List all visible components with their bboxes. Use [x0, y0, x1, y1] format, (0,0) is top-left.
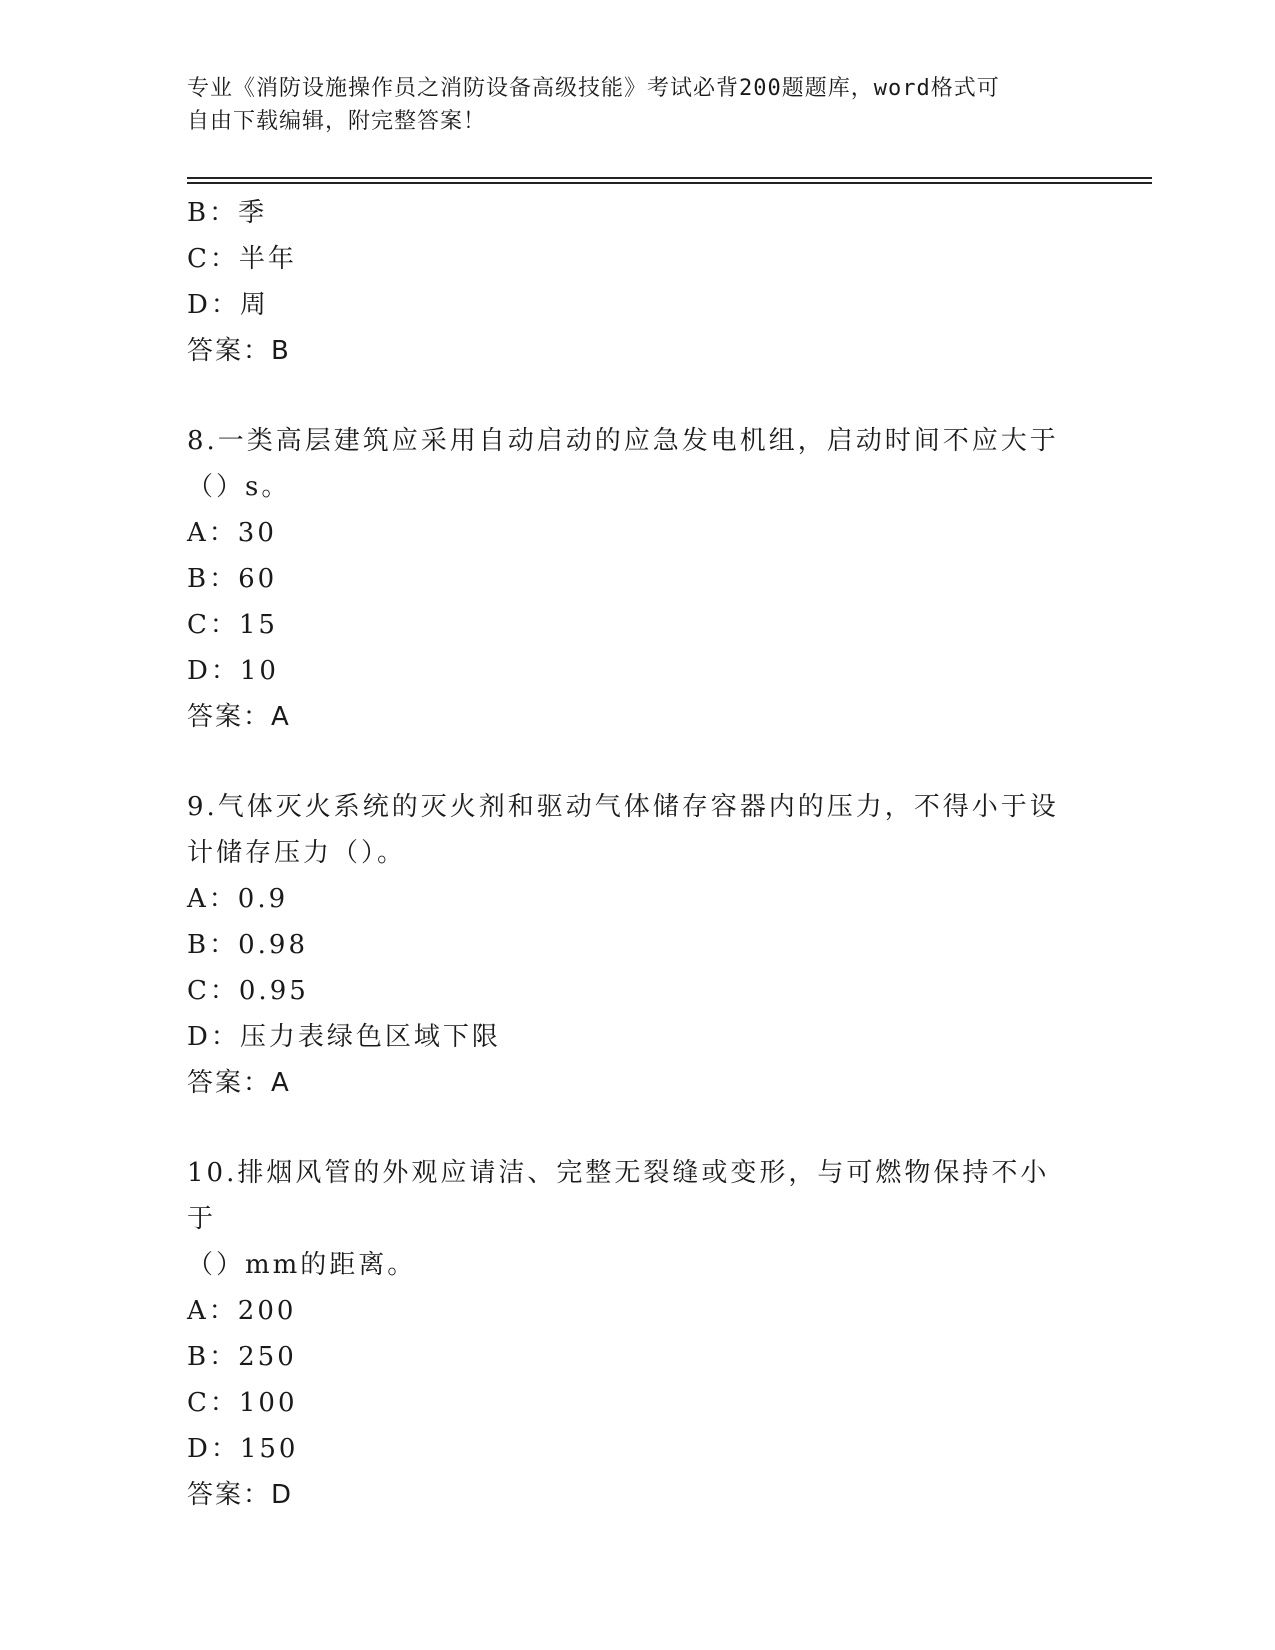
spacer — [187, 740, 1087, 784]
option-c: C：半年 — [187, 244, 297, 274]
option-d: D：150 — [187, 1434, 299, 1464]
header-title-line-2: 自由下载编辑，附完整答案！ — [187, 109, 487, 134]
answer: 答案：A — [187, 702, 291, 732]
option-c: C：100 — [187, 1388, 298, 1418]
spacer — [187, 1106, 1087, 1150]
option-d: D：周 — [187, 290, 269, 320]
header-rule-bottom — [187, 182, 1152, 184]
question-8 — [187, 418, 1087, 740]
question-7-tail — [187, 190, 1087, 374]
option-b: B：60 — [187, 564, 278, 594]
answer: 答案：D — [187, 1480, 294, 1510]
option-a: A：0.9 — [187, 884, 289, 914]
option-d: D：10 — [187, 656, 279, 686]
option-c: C：0.95 — [187, 976, 309, 1006]
question-text-line-1: 8.一类高层建筑应采用自动启动的应急发电机组，启动时间不应大于 — [187, 426, 1059, 456]
option-c: C：15 — [187, 610, 278, 640]
question-9 — [187, 784, 1087, 1106]
question-text-line-2: 计储存压力（）。 — [187, 838, 407, 868]
answer: 答案：B — [187, 336, 291, 366]
answer: 答案：A — [187, 1068, 291, 1098]
spacer — [187, 374, 1087, 418]
question-text-line-2: （）s。 — [187, 472, 291, 502]
question-text-line-1: 9.气体灭火系统的灭火剂和驱动气体储存容器内的压力，不得小于设 — [187, 792, 1059, 822]
question-content — [187, 190, 1087, 1518]
question-text-line-2: （）mm的距离。 — [187, 1250, 417, 1280]
option-b: B：季 — [187, 198, 268, 228]
option-a: A：30 — [187, 518, 277, 548]
option-a: A：200 — [187, 1296, 297, 1326]
option-d: D：压力表绿色区域下限 — [187, 1022, 501, 1052]
question-10 — [187, 1150, 1087, 1518]
header-title-line-1: 专业《消防设施操作员之消防设备高级技能》考试必背200题题库，word格式可 — [187, 76, 1000, 101]
option-b: B：0.98 — [187, 930, 308, 960]
question-text-line-1: 10.排烟风管的外观应请洁、完整无裂缝或变形，与可燃物保持不小于 — [187, 1158, 1050, 1234]
option-b: B：250 — [187, 1342, 297, 1372]
header-rule-top — [187, 177, 1152, 179]
document-header — [187, 72, 1067, 138]
